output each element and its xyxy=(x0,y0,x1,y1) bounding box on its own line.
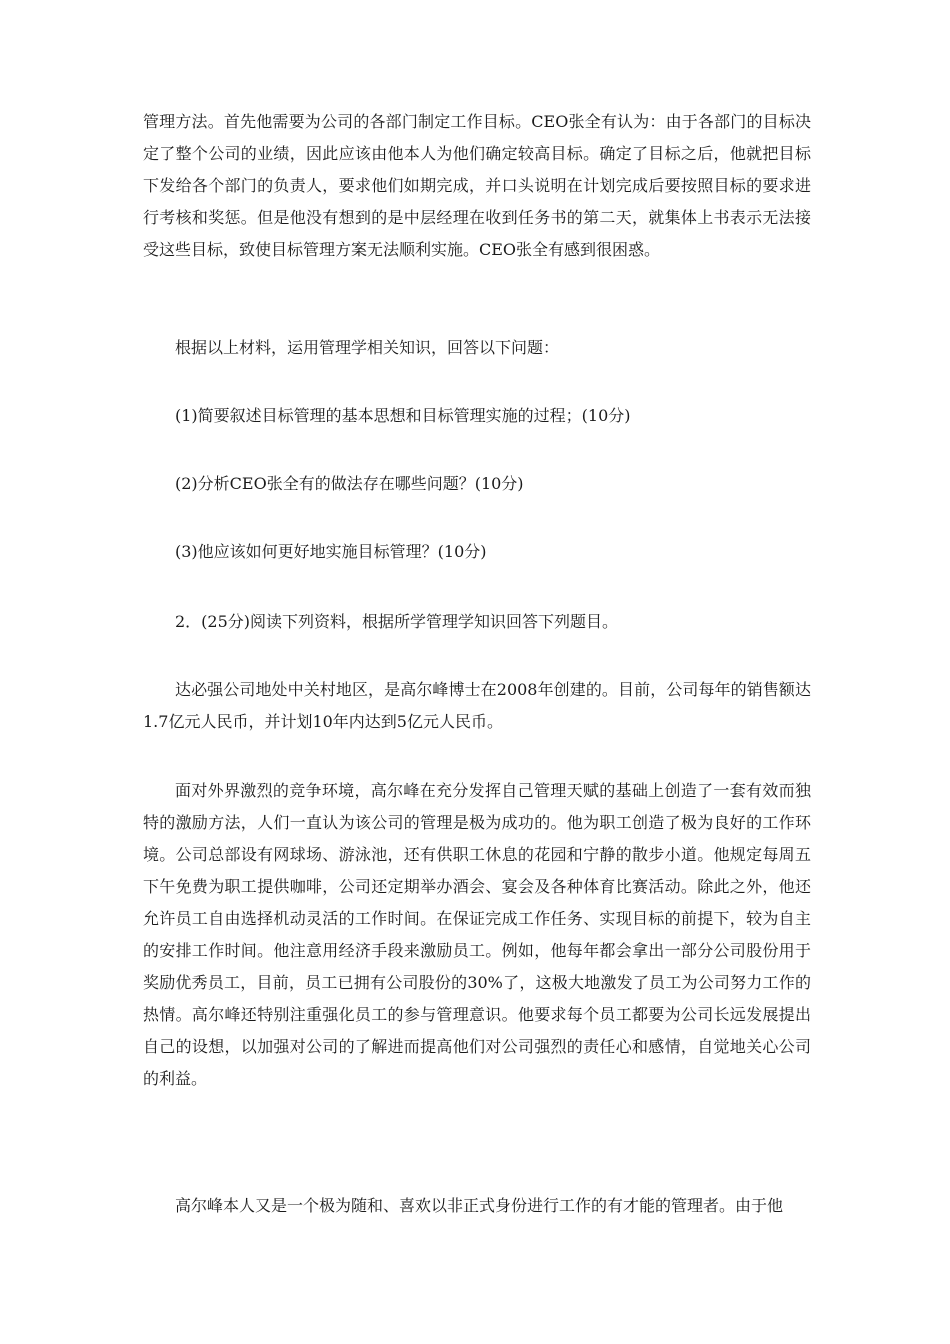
paragraph-incentive-methods: 面对外界激烈的竞争环境，高尔峰在充分发挥自己管理天赋的基础上创造了一套有效而独特的激励方法，人们一直认为该公司的管理是极为成功的。他为职工创造了极为良好的工作环境。公司总部设有网球场、游泳池，还有供职工休息的花园和宁静的散步小道。他规定每周五下午免费为职工提供咖啡，公司还定期举办酒会、宴会及各种体育比赛活动。除此之外，他还允许员工自由选择机动灵活的工作时间。在保证完成工作任务、实现目标的前提下，较为自主的安排工作时间。他注意用经济手段来激励员工。例如，他每年都会拿出一部分公司股份用于奖励优秀员工，目前，员工已拥有公司股份的30%了，这极大地激发了员工为公司努力工作的热情。高尔峰还特别注重强化员工的参与管理意识。他要求每个员工都要为公司长远发展提出自己的设想，以加强对公司的了解进而提高他们对公司强烈的责任心和感情，自觉地关心公司的利益。 xyxy=(143,781,811,1088)
paragraph-question-intro: 根据以上材料，运用管理学相关知识，回答以下问题： xyxy=(175,338,560,357)
question-3: (3)他应该如何更好地实施目标管理？(10分) xyxy=(175,542,487,561)
paragraph-manager-style: 高尔峰本人又是一个极为随和、喜欢以非正式身份进行工作的有才能的管理者。由于他 xyxy=(175,1196,784,1215)
paragraph-ceo-goal-management: 管理方法。首先他需要为公司的各部门制定工作目标。CEO张全有认为：由于各部门的目标决定了整个公司的业绩，因此应该由他本人为他们确定较高目标。确定了目标之后，他就把目标下发给各个部门的负责人，要求他们如期完成，并口头说明在计划完成后要按照目标的要求进行考核和奖惩。但是他没有想到的是中层经理在收到任务书的第二天，就集体上书表示无法接受这些目标，致使目标管理方案无法顺利实施。CEO张全有感到很困惑。 xyxy=(143,112,811,259)
paragraph-section-2-heading: 2．(25分)阅读下列资料，根据所学管理学知识回答下列题目。 xyxy=(175,612,619,631)
question-1: (1)简要叙述目标管理的基本思想和目标管理实施的过程；(10分) xyxy=(175,406,631,425)
question-2: (2)分析CEO张全有的做法存在哪些问题？(10分) xyxy=(175,474,524,493)
paragraph-company-intro: 达必强公司地处中关村地区，是高尔峰博士在2008年创建的。目前，公司每年的销售额达1.7亿元人民币，并计划10年内达到5亿元人民币。 xyxy=(143,680,811,731)
